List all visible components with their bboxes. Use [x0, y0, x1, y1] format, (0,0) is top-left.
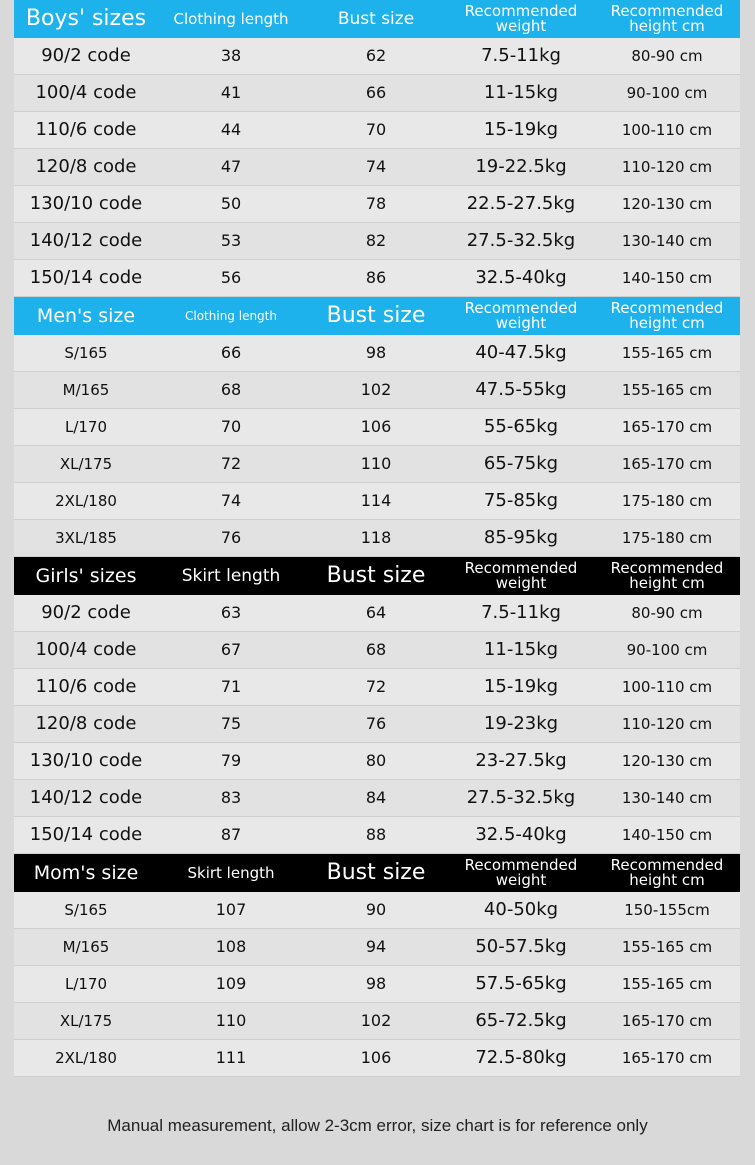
- bust-cell: 62: [365, 46, 387, 65]
- length-cell: 76: [220, 528, 242, 547]
- weight-cell: 57.5-65kg: [475, 973, 567, 994]
- table-row: [14, 520, 740, 557]
- moms-rows: [14, 892, 740, 1077]
- size-cell: 140/12 code: [29, 230, 143, 251]
- weight-cell: 55-65kg: [483, 416, 559, 437]
- height-cell: 90-100 cm: [626, 640, 708, 659]
- header-length: Clothing length: [173, 9, 289, 28]
- size-cell: 150/14 code: [29, 824, 143, 845]
- length-cell: 50: [220, 194, 242, 213]
- header-weight: Recommended weight: [464, 2, 578, 35]
- weight-cell: 50-57.5kg: [475, 936, 567, 957]
- bust-cell: 76: [365, 714, 387, 733]
- bust-cell: 78: [365, 194, 387, 213]
- length-cell: 83: [220, 788, 242, 807]
- header-size: Men's size: [36, 304, 136, 327]
- weight-cell: 32.5-40kg: [475, 824, 567, 845]
- height-cell: 175-180 cm: [621, 528, 713, 547]
- weight-cell: 23-27.5kg: [475, 750, 567, 771]
- header-weight: Recommended weight: [464, 559, 578, 592]
- table-row: [14, 372, 740, 409]
- header-size: Boys' sizes: [25, 6, 147, 31]
- height-cell: 140-150 cm: [621, 825, 713, 844]
- bust-cell: 84: [365, 788, 387, 807]
- table-row: [14, 743, 740, 780]
- size-cell: 130/10 code: [29, 193, 143, 214]
- length-cell: 72: [220, 454, 242, 473]
- table-row: [14, 966, 740, 1003]
- table-row: [14, 186, 740, 223]
- boys-header: [14, 0, 740, 38]
- size-cell: 90/2 code: [41, 602, 131, 623]
- weight-cell: 27.5-32.5kg: [466, 230, 576, 251]
- height-cell: 165-170 cm: [621, 417, 713, 436]
- size-cell: 120/8 code: [35, 713, 137, 734]
- bust-cell: 90: [365, 900, 387, 919]
- header-bust: Bust size: [326, 860, 426, 885]
- length-cell: 108: [215, 937, 247, 956]
- size-cell: 90/2 code: [41, 45, 131, 66]
- bust-cell: 102: [360, 1011, 392, 1030]
- girls-rows: [14, 595, 740, 854]
- height-cell: 155-165 cm: [621, 380, 713, 399]
- girls-size-section: [14, 557, 740, 854]
- height-cell: 165-170 cm: [621, 1048, 713, 1067]
- size-cell: 150/14 code: [29, 267, 143, 288]
- length-cell: 47: [220, 157, 242, 176]
- table-row: [14, 817, 740, 854]
- table-row: [14, 149, 740, 186]
- height-cell: 165-170 cm: [621, 1011, 713, 1030]
- header-length: Skirt length: [187, 863, 275, 882]
- header-bust: Bust size: [326, 303, 426, 328]
- length-cell: 111: [215, 1048, 247, 1067]
- size-cell: 110/6 code: [35, 119, 137, 140]
- length-cell: 68: [220, 380, 242, 399]
- table-row: [14, 706, 740, 743]
- height-cell: 100-110 cm: [621, 120, 713, 139]
- weight-cell: 75-85kg: [483, 490, 559, 511]
- header-bust: Bust size: [326, 563, 426, 588]
- bust-cell: 74: [365, 157, 387, 176]
- weight-cell: 19-22.5kg: [475, 156, 567, 177]
- height-cell: 120-130 cm: [621, 194, 713, 213]
- height-cell: 140-150 cm: [621, 268, 713, 287]
- length-cell: 87: [220, 825, 242, 844]
- weight-cell: 32.5-40kg: [475, 267, 567, 288]
- bust-cell: 72: [365, 677, 387, 696]
- bust-cell: 82: [365, 231, 387, 250]
- table-row: [14, 483, 740, 520]
- height-cell: 155-165 cm: [621, 937, 713, 956]
- height-cell: 120-130 cm: [621, 751, 713, 770]
- header-size: Mom's size: [33, 861, 139, 884]
- bust-cell: 66: [365, 83, 387, 102]
- weight-cell: 72.5-80kg: [475, 1047, 567, 1068]
- header-bust: Bust size: [337, 8, 415, 29]
- length-cell: 41: [220, 83, 242, 102]
- size-cell: XL/175: [59, 454, 113, 473]
- mens-size-section: [14, 297, 740, 557]
- height-cell: 130-140 cm: [621, 788, 713, 807]
- weight-cell: 22.5-27.5kg: [466, 193, 576, 214]
- length-cell: 75: [220, 714, 242, 733]
- table-row: [14, 223, 740, 260]
- weight-cell: 11-15kg: [483, 639, 559, 660]
- bust-cell: 118: [360, 528, 392, 547]
- size-cell: 130/10 code: [29, 750, 143, 771]
- table-row: [14, 632, 740, 669]
- size-cell: S/165: [64, 343, 108, 362]
- weight-cell: 85-95kg: [483, 527, 559, 548]
- length-cell: 109: [215, 974, 247, 993]
- height-cell: 175-180 cm: [621, 491, 713, 510]
- header-weight: Recommended weight: [464, 856, 578, 889]
- length-cell: 110: [215, 1011, 247, 1030]
- table-row: [14, 409, 740, 446]
- weight-cell: 11-15kg: [483, 82, 559, 103]
- size-cell: L/170: [64, 417, 108, 436]
- height-cell: 130-140 cm: [621, 231, 713, 250]
- height-cell: 110-120 cm: [621, 157, 713, 176]
- table-row: [14, 38, 740, 75]
- table-row: [14, 1040, 740, 1077]
- length-cell: 74: [220, 491, 242, 510]
- size-cell: 3XL/185: [55, 528, 117, 547]
- size-chart: [14, 0, 740, 1077]
- table-row: [14, 260, 740, 297]
- height-cell: 100-110 cm: [621, 677, 713, 696]
- size-cell: M/165: [62, 380, 110, 399]
- length-cell: 38: [220, 46, 242, 65]
- bust-cell: 102: [360, 380, 392, 399]
- girls-header: [14, 557, 740, 595]
- mens-header: [14, 297, 740, 335]
- bust-cell: 106: [360, 1048, 392, 1067]
- table-row: [14, 669, 740, 706]
- size-cell: L/170: [64, 974, 108, 993]
- bust-cell: 86: [365, 268, 387, 287]
- header-height: Recommended height cm: [610, 299, 724, 332]
- weight-cell: 15-19kg: [483, 676, 559, 697]
- bust-cell: 94: [365, 937, 387, 956]
- moms-header: [14, 854, 740, 892]
- header-length: Clothing length: [185, 309, 277, 323]
- table-row: [14, 112, 740, 149]
- height-cell: 150-155cm: [624, 900, 710, 919]
- size-cell: M/165: [62, 937, 110, 956]
- size-cell: 120/8 code: [35, 156, 137, 177]
- bust-cell: 68: [365, 640, 387, 659]
- size-cell: 140/12 code: [29, 787, 143, 808]
- length-cell: 70: [220, 417, 242, 436]
- size-cell: 100/4 code: [35, 639, 137, 660]
- weight-cell: 7.5-11kg: [481, 602, 561, 623]
- boys-rows: [14, 38, 740, 297]
- header-weight: Recommended weight: [464, 299, 578, 332]
- bust-cell: 106: [360, 417, 392, 436]
- bust-cell: 114: [360, 491, 392, 510]
- size-cell: XL/175: [59, 1011, 113, 1030]
- moms-size-section: [14, 854, 740, 1077]
- size-cell: S/165: [64, 900, 108, 919]
- header-length: Skirt length: [181, 565, 281, 586]
- weight-cell: 40-47.5kg: [475, 342, 567, 363]
- weight-cell: 27.5-32.5kg: [466, 787, 576, 808]
- height-cell: 155-165 cm: [621, 343, 713, 362]
- length-cell: 44: [220, 120, 242, 139]
- table-row: [14, 1003, 740, 1040]
- height-cell: 80-90 cm: [631, 46, 703, 65]
- bust-cell: 88: [365, 825, 387, 844]
- length-cell: 56: [220, 268, 242, 287]
- length-cell: 66: [220, 343, 242, 362]
- table-row: [14, 780, 740, 817]
- bust-cell: 70: [365, 120, 387, 139]
- weight-cell: 47.5-55kg: [475, 379, 567, 400]
- table-row: [14, 892, 740, 929]
- header-height: Recommended height cm: [610, 2, 724, 35]
- length-cell: 79: [220, 751, 242, 770]
- table-row: [14, 595, 740, 632]
- height-cell: 80-90 cm: [631, 603, 703, 622]
- bust-cell: 64: [365, 603, 387, 622]
- weight-cell: 15-19kg: [483, 119, 559, 140]
- height-cell: 165-170 cm: [621, 454, 713, 473]
- header-height: Recommended height cm: [610, 856, 724, 889]
- mens-rows: [14, 335, 740, 557]
- bust-cell: 98: [365, 343, 387, 362]
- size-cell: 2XL/180: [55, 1048, 117, 1067]
- weight-cell: 19-23kg: [483, 713, 559, 734]
- height-cell: 155-165 cm: [621, 974, 713, 993]
- size-cell: 110/6 code: [35, 676, 137, 697]
- boys-size-section: [14, 0, 740, 297]
- weight-cell: 65-72.5kg: [475, 1010, 567, 1031]
- weight-cell: 65-75kg: [483, 453, 559, 474]
- length-cell: 67: [220, 640, 242, 659]
- header-height: Recommended height cm: [610, 559, 724, 592]
- length-cell: 53: [220, 231, 242, 250]
- table-row: [14, 75, 740, 112]
- weight-cell: 7.5-11kg: [481, 45, 561, 66]
- footer-note: Manual measurement, allow 2-3cm error, size chart is for reference only: [107, 1116, 648, 1135]
- height-cell: 90-100 cm: [626, 83, 708, 102]
- length-cell: 107: [215, 900, 247, 919]
- size-cell: 100/4 code: [35, 82, 137, 103]
- table-row: [14, 929, 740, 966]
- bust-cell: 98: [365, 974, 387, 993]
- table-row: [14, 335, 740, 372]
- table-row: [14, 446, 740, 483]
- length-cell: 63: [220, 603, 242, 622]
- header-size: Girls' sizes: [35, 564, 137, 587]
- bust-cell: 110: [360, 454, 392, 473]
- length-cell: 71: [220, 677, 242, 696]
- bust-cell: 80: [365, 751, 387, 770]
- height-cell: 110-120 cm: [621, 714, 713, 733]
- size-cell: 2XL/180: [55, 491, 117, 510]
- weight-cell: 40-50kg: [483, 899, 559, 920]
